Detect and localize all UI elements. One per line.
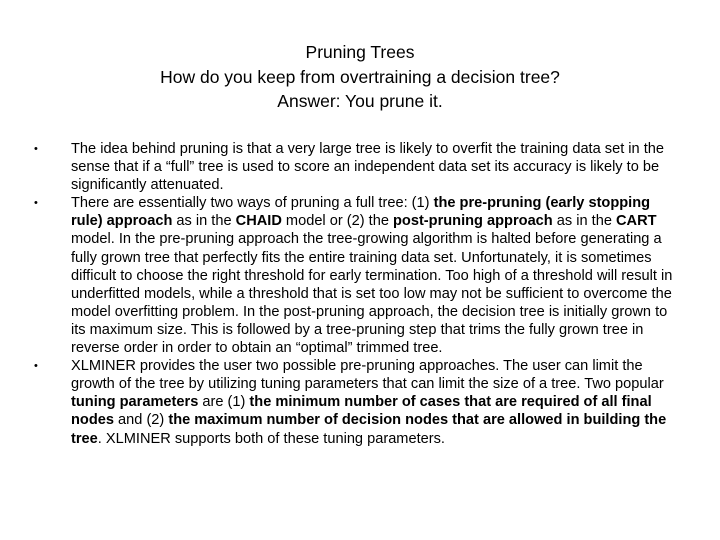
text-segment: . XLMINER supports both of these tuning parameters. xyxy=(97,430,445,447)
title-line: Pruning Trees xyxy=(305,42,415,62)
bullet-item xyxy=(0,140,682,194)
bullet-item xyxy=(0,194,682,357)
bullet-marker: • xyxy=(34,360,38,373)
text-segment: The idea behind pruning is that a very large tree is likely to overfit the training data set in the sense that if a “full” tree is used to score an independent data set its accuracy is likely to be significantly attenuated. xyxy=(71,141,665,194)
bold-text: the pre-pruning (early stopping rule) approach xyxy=(71,195,651,230)
bold-text: the maximum number of decision nodes that are allowed in building the tree xyxy=(71,412,667,447)
bullet-item xyxy=(0,357,682,447)
bullet-text xyxy=(71,140,682,194)
title-line: How do you keep from overtraining a decision tree? xyxy=(160,66,560,87)
text-segment: are (1) xyxy=(198,394,250,411)
text-segment: model or (2) the xyxy=(281,213,393,230)
title-line: Answer: You prune it. xyxy=(277,91,443,111)
bold-text: tuning parameters xyxy=(71,394,199,411)
bold-text: CART xyxy=(616,213,657,230)
text-segment: XLMINER provides the user two possible pre-pruning approaches. The user can limit the growth of the tree by utilizing tuning parameters that can limit the size of a tree. Two popular xyxy=(71,358,664,393)
slide-title xyxy=(0,40,720,114)
bullet-text xyxy=(71,194,682,357)
bullet-marker: • xyxy=(34,143,38,155)
bullet-list xyxy=(0,140,720,448)
bullet-marker: • xyxy=(34,197,38,210)
text-segment: model. In the pre-pruning approach the tree-growing algorithm is halted before generating a fully grown tree that perfectly fits the entire training data set. Unfortunately, it is sometimes difficult to choose the right threshold for early termination. Too high of a threshold will result in underfitted models, while a threshold that is set too low may not be sufficient to overcome the model overfitting problem. In the post-pruning approach, the decision tree is initially grown to its maximum size. This is followed by a tree-pruning step that trims the fully grown tree in reverse order in order to obtain an “optimal” trimmed tree. xyxy=(71,231,673,357)
bold-text: CHAID xyxy=(235,213,282,230)
text-segment: as in the xyxy=(172,213,236,230)
bold-text: the minimum number of cases that are required of all final nodes xyxy=(71,394,652,429)
text-segment: There are essentially two ways of pruning a full tree: (1) xyxy=(71,195,434,212)
bullet-text xyxy=(71,357,682,447)
text-segment: as in the xyxy=(552,213,616,230)
text-segment: and (2) xyxy=(113,412,169,429)
bold-text: post-pruning approach xyxy=(393,213,553,230)
